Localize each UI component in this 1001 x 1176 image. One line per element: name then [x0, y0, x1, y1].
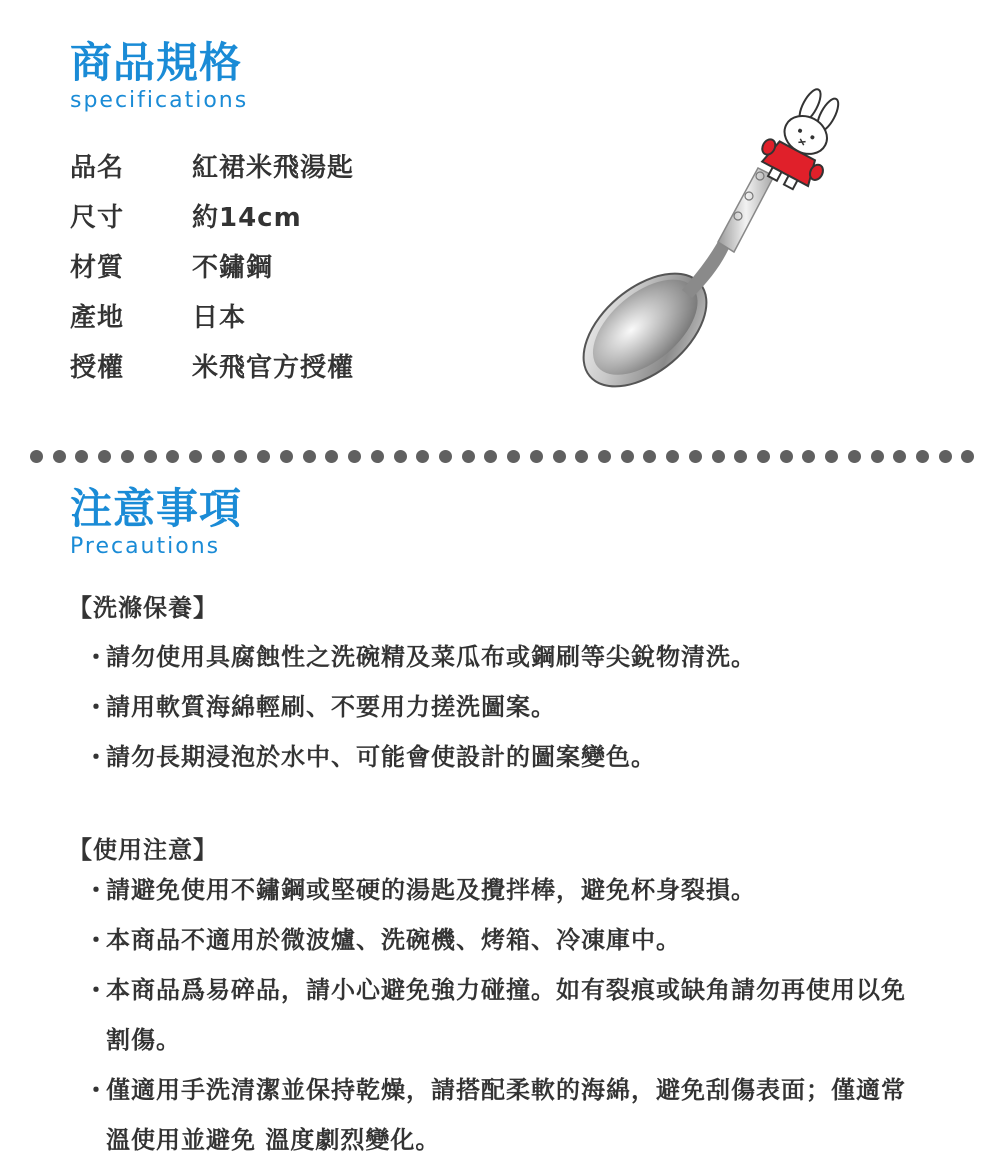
usage-notes-list: [84, 865, 906, 1165]
precautions-heading: [70, 484, 243, 559]
divider-dot: [530, 450, 543, 463]
divider-dot: [280, 450, 293, 463]
spec-row: [70, 340, 354, 390]
divider-dot: [462, 450, 475, 463]
divider-dot: [144, 450, 157, 463]
divider-dot: [621, 450, 634, 463]
divider-dot: [303, 450, 316, 463]
list-item: ・ 本商品爲易碎品，請小心避免強力碰撞。如有裂痕或缺角請勿再使用以免割傷。: [84, 976, 906, 1054]
divider-dot: [121, 450, 134, 463]
specifications-title: 商品規格: [70, 38, 243, 87]
usage-notes-title: 【使用注意】: [68, 836, 218, 864]
specifications-heading: [70, 38, 249, 113]
divider-dot: [394, 450, 407, 463]
divider-dot: [643, 450, 656, 463]
miffy-spoon-image: [570, 80, 870, 410]
divider-dot: [802, 450, 815, 463]
spec-row: [70, 290, 354, 340]
list-item: ・ 請勿使用具腐蝕性之洗碗精及菜瓜布或鋼刷等尖銳物清洗。: [84, 643, 756, 671]
divider-dot: [825, 450, 838, 463]
spec-label: 產地: [70, 302, 125, 333]
precautions-title: 注意事項: [70, 484, 243, 533]
spec-value: 日本: [192, 302, 247, 333]
list-item: ・ 本商品不適用於微波爐、洗碗機、烤箱、冷凍庫中。: [84, 926, 681, 954]
divider-dot: [98, 450, 111, 463]
divider-dot: [348, 450, 361, 463]
divider-dot: [848, 450, 861, 463]
divider-dot: [325, 450, 338, 463]
divider-dot: [507, 450, 520, 463]
divider-dot: [212, 450, 225, 463]
dotted-divider: [30, 446, 975, 466]
list-item: ・ 請勿長期浸泡於水中、可能會使設計的圖案變色。: [84, 743, 656, 771]
spec-row: [70, 190, 354, 240]
divider-dot: [53, 450, 66, 463]
spec-label: 品名: [70, 152, 125, 183]
divider-dot: [75, 450, 88, 463]
spec-label: 材質: [70, 252, 125, 283]
list-item: ・ 僅適用手洗清潔並保持乾燥，請搭配柔軟的海綿，避免刮傷表面；僅適常溫使用並避免 溫度劇烈變化。: [84, 1076, 906, 1154]
divider-dot: [553, 450, 566, 463]
divider-dot: [484, 450, 497, 463]
divider-dot: [734, 450, 747, 463]
divider-dot: [712, 450, 725, 463]
divider-dot: [439, 450, 452, 463]
spec-row: [70, 140, 354, 190]
list-item: ・ 請避免使用不鏽鋼或堅硬的湯匙及攪拌棒，避免杯身裂損。: [84, 876, 756, 904]
divider-dot: [166, 450, 179, 463]
divider-dot: [689, 450, 702, 463]
divider-dot: [598, 450, 611, 463]
spec-row: [70, 240, 354, 290]
divider-dot: [416, 450, 429, 463]
divider-dot: [916, 450, 929, 463]
divider-dot: [871, 450, 884, 463]
divider-dot: [257, 450, 270, 463]
divider-dot: [961, 450, 974, 463]
divider-dot: [30, 450, 43, 463]
washing-care-list: [84, 632, 906, 782]
spec-value: 不鏽鋼: [192, 252, 274, 283]
spec-label: 授權: [70, 352, 125, 383]
list-item: ・ 請用軟質海綿輕刷、不要用力搓洗圖案。: [84, 693, 556, 721]
divider-dot: [757, 450, 770, 463]
precautions-subtitle: Precautions: [70, 534, 221, 559]
divider-dot: [234, 450, 247, 463]
spec-value: 米飛官方授權: [192, 352, 355, 383]
divider-dot: [893, 450, 906, 463]
spec-value: 紅裙米飛湯匙: [192, 152, 355, 183]
spec-table: [70, 140, 354, 390]
divider-dot: [189, 450, 202, 463]
divider-dot: [780, 450, 793, 463]
spec-value: 約14cm: [192, 202, 302, 233]
divider-dot: [575, 450, 588, 463]
specifications-subtitle: specifications: [70, 88, 249, 113]
washing-care-title: 【洗滌保養】: [68, 594, 218, 622]
divider-dot: [371, 450, 384, 463]
spec-label: 尺寸: [70, 202, 125, 233]
divider-dot: [666, 450, 679, 463]
divider-dot: [939, 450, 952, 463]
